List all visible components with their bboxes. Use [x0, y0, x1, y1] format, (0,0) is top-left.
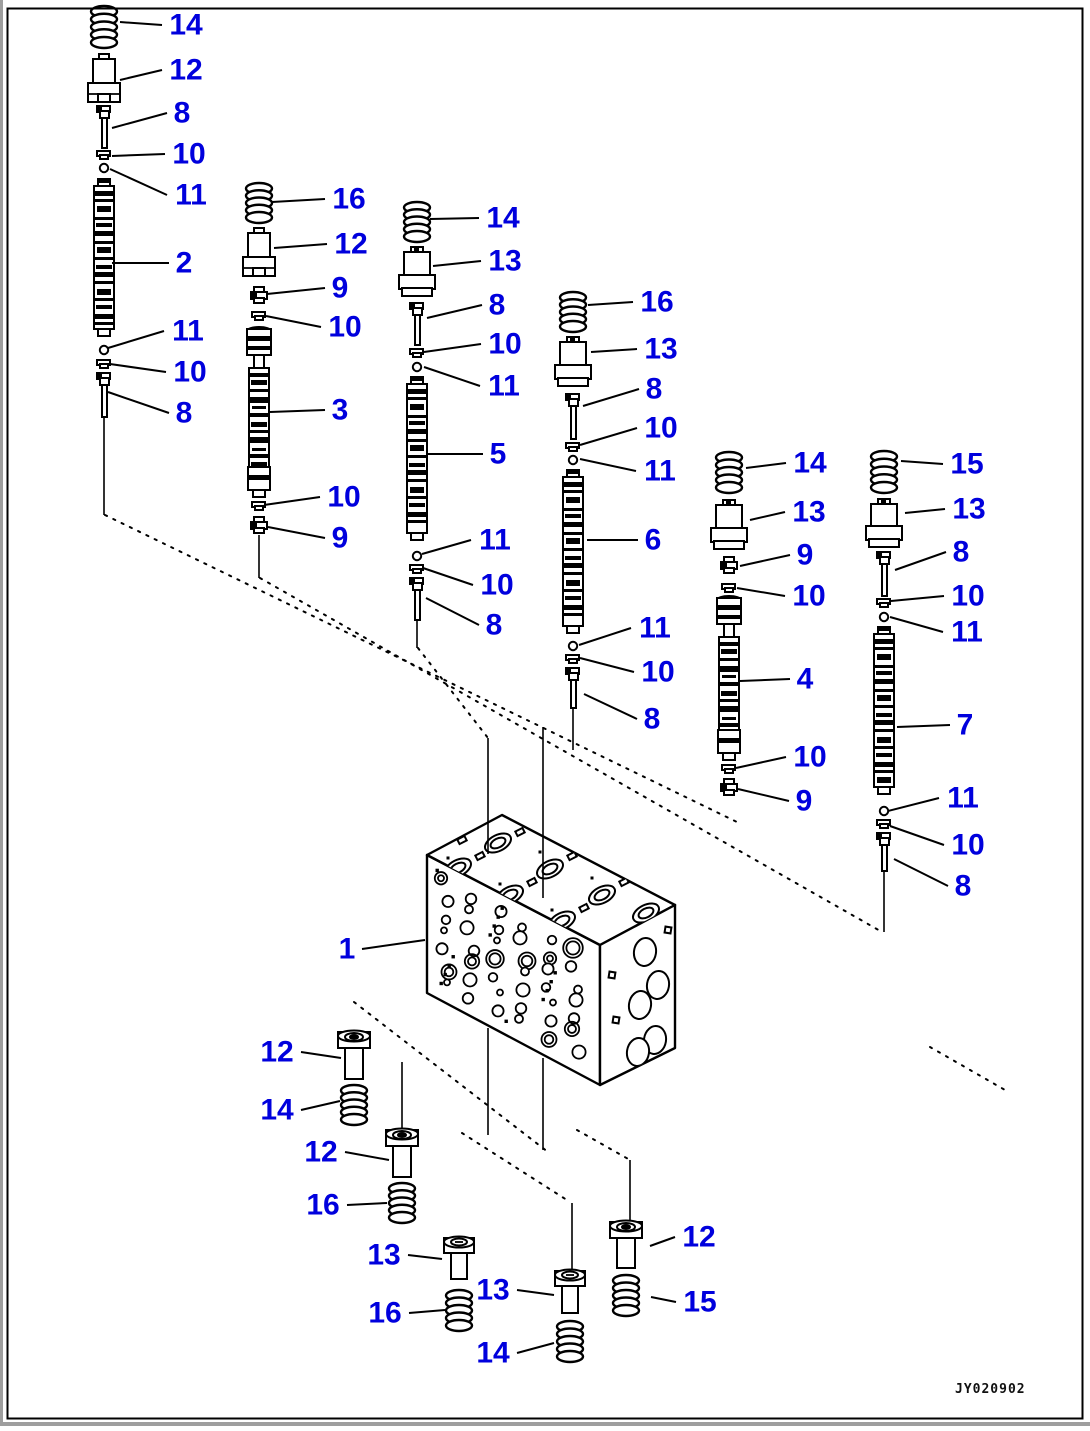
retainer-ring — [722, 584, 735, 592]
part-number-label: 1 — [338, 932, 356, 966]
part-number-label: 11 — [947, 781, 979, 815]
part-number-label: 10 — [172, 137, 206, 171]
spool — [247, 327, 271, 497]
spring — [91, 6, 117, 48]
spool — [563, 470, 583, 633]
part-number-label: 10 — [173, 355, 207, 389]
part-number-label: 16 — [368, 1296, 402, 1330]
nut — [251, 517, 267, 533]
plug — [88, 54, 120, 102]
retainer-ring — [877, 599, 890, 607]
plug — [399, 247, 435, 296]
o-ring — [569, 642, 577, 650]
drawing-border — [8, 9, 1083, 1419]
part-number-label: 12 — [260, 1035, 294, 1069]
retainer-ring — [252, 502, 265, 510]
part-number-label: 16 — [640, 285, 674, 319]
spring — [389, 1183, 415, 1223]
retainer-ring — [97, 151, 110, 159]
o-ring — [100, 346, 108, 354]
part-number-label: 5 — [489, 437, 507, 471]
part-number-label: 10 — [792, 579, 826, 613]
part-number-label: 10 — [488, 327, 522, 361]
part-number-label: 9 — [796, 538, 814, 572]
part-number-label: 7 — [956, 708, 974, 742]
spring — [560, 292, 586, 332]
pin — [566, 394, 579, 439]
part-number-label: 6 — [644, 523, 662, 557]
spring — [716, 452, 742, 493]
part-number-label: 14 — [486, 201, 520, 235]
plug — [711, 500, 747, 549]
part-number-label: 2 — [175, 246, 193, 280]
part-number-label: 8 — [175, 396, 193, 430]
part-number-label: 12 — [169, 53, 203, 87]
part-number-label: 10 — [327, 480, 361, 514]
pin — [97, 373, 110, 417]
pin — [410, 578, 423, 620]
part-number-label: 10 — [480, 568, 514, 602]
pin — [877, 552, 890, 596]
spring — [341, 1085, 367, 1125]
spring — [613, 1275, 639, 1316]
pin — [877, 833, 890, 871]
part-number-label: 15 — [683, 1285, 717, 1319]
part-number-label: 13 — [644, 332, 678, 366]
retainer-ring — [722, 765, 735, 773]
nut — [721, 557, 737, 573]
plug — [866, 499, 902, 547]
part-number-label: 15 — [950, 447, 984, 481]
part-number-label: 9 — [795, 784, 813, 818]
o-ring — [413, 552, 421, 560]
part-number-label: 8 — [643, 702, 661, 736]
part-number-label: 13 — [952, 492, 986, 526]
retainer-ring — [566, 443, 579, 451]
pin — [410, 303, 423, 345]
page-edge-bottom — [0, 1422, 1090, 1426]
pin — [97, 106, 110, 148]
spring — [557, 1321, 583, 1362]
part-number-label: 14 — [169, 8, 203, 42]
part-number-label: 10 — [328, 310, 362, 344]
o-ring — [569, 456, 577, 464]
spring — [404, 202, 430, 242]
part-number-label: 10 — [641, 655, 675, 689]
part-number-label: 16 — [306, 1188, 340, 1222]
part-number-label: 11 — [479, 523, 511, 557]
part-number-label: 13 — [476, 1273, 510, 1307]
part-number-label: 9 — [331, 521, 349, 555]
spring — [871, 451, 897, 493]
plug — [338, 1031, 370, 1080]
plug — [243, 228, 275, 276]
plug — [555, 337, 591, 386]
o-ring — [880, 613, 888, 621]
part-number-label: 14 — [476, 1336, 510, 1370]
retainer-ring — [252, 312, 265, 320]
part-number-label: 4 — [796, 662, 814, 696]
part-number-label: 8 — [488, 288, 506, 322]
retainer-ring — [410, 565, 423, 573]
part-number-label: 9 — [331, 271, 349, 305]
retainer-ring — [410, 349, 423, 357]
part-number-label: 12 — [334, 227, 368, 261]
part-number-label: 11 — [172, 314, 204, 348]
part-number-label: 12 — [304, 1135, 338, 1169]
plug — [610, 1221, 642, 1269]
plug — [555, 1270, 585, 1314]
nut — [251, 287, 267, 303]
o-ring — [100, 164, 108, 172]
part-number-label: 12 — [682, 1220, 716, 1254]
part-number-label: 13 — [488, 244, 522, 278]
spool — [717, 596, 741, 760]
part-number-label: 11 — [639, 611, 671, 645]
spring — [446, 1290, 472, 1331]
o-ring — [880, 807, 888, 815]
part-number-label: 14 — [260, 1093, 294, 1127]
part-number-label: 10 — [951, 828, 985, 862]
part-number-label: 11 — [951, 615, 983, 649]
part-number-label: 13 — [792, 495, 826, 529]
part-number-label: 10 — [793, 740, 827, 774]
part-number-label: 14 — [793, 446, 827, 480]
part-number-label: 8 — [645, 372, 663, 406]
part-number-label: 8 — [485, 608, 503, 642]
part-number-label: 3 — [331, 393, 349, 427]
spool — [874, 627, 894, 794]
part-number-label: 8 — [952, 535, 970, 569]
o-ring — [413, 363, 421, 371]
drawing-number: JY020902 — [955, 1382, 1026, 1397]
plug — [386, 1129, 418, 1178]
part-number-label: 8 — [173, 96, 191, 130]
spring — [246, 183, 272, 223]
retainer-ring — [97, 360, 110, 368]
part-number-labels — [169, 9, 985, 1370]
page-edge-left — [0, 0, 3, 1426]
pin — [566, 668, 579, 708]
leader-lines — [108, 22, 950, 1353]
part-number-label: 11 — [644, 454, 676, 488]
part-number-label: 16 — [332, 182, 366, 216]
spool — [407, 377, 427, 540]
plug — [444, 1237, 474, 1280]
part-number-label: 11 — [175, 178, 207, 212]
retainer-ring — [877, 820, 890, 828]
part-number-label: 8 — [954, 869, 972, 903]
part-number-label: 10 — [644, 411, 678, 445]
valve-body — [427, 815, 675, 1086]
spool — [94, 179, 114, 336]
nut — [721, 779, 737, 795]
part-number-label: 10 — [951, 579, 985, 613]
part-number-label: 13 — [367, 1238, 401, 1272]
part-number-label: 11 — [488, 369, 520, 403]
retainer-ring — [566, 655, 579, 663]
